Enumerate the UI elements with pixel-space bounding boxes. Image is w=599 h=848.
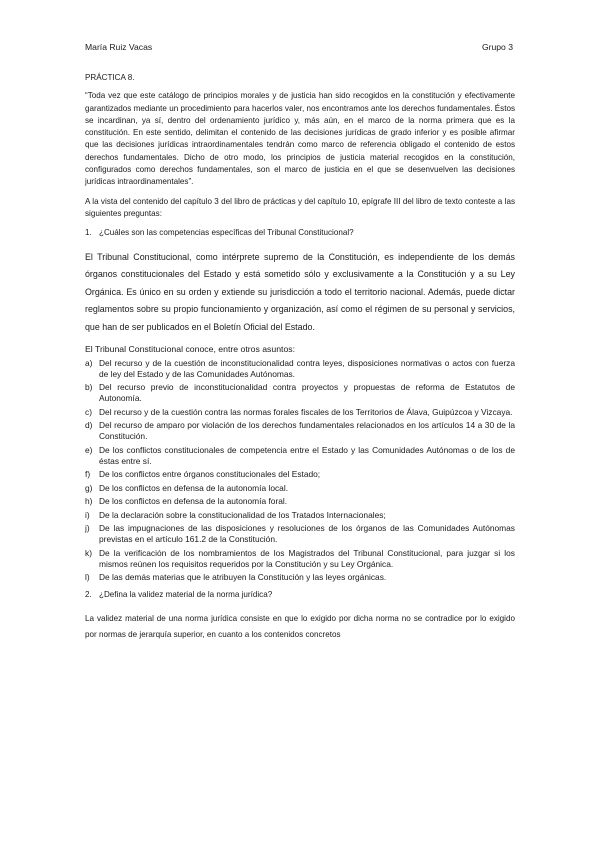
question-1: [85, 227, 515, 239]
list-item: [85, 496, 515, 507]
question-1-text: ¿Cuáles son las competencias específicas del Tribunal Constitucional?: [99, 228, 354, 238]
list-item-text: De la verificación de los nombramientos de los Magistrados del Tribunal Constitucional, para juzgar si los mismos reúnen los requisitos requeridos por la Constitución y su Ley Orgánica.: [99, 547, 515, 569]
practice-title: PRÁCTICA 8.: [85, 73, 135, 82]
list-item: [85, 382, 515, 404]
list-item-text: De las demás materias que le atribuyen la Constitución y las leyes orgánicas.: [99, 572, 387, 583]
list-item: [85, 483, 515, 494]
list-item-text: Del recurso de amparo por violación de los derechos fundamentales relacionados en los artículos 14 a 30 de la Constitución.: [99, 420, 515, 442]
list-item-letter: b): [85, 382, 93, 393]
list-item-text: De los conflictos entre órganos constitucionales del Estado;: [99, 469, 321, 480]
list-item-letter: i): [85, 509, 90, 520]
author-name: María Ruiz Vacas: [85, 42, 153, 52]
answer-2-paragraph: La validez material de una norma jurídica consiste en que lo exigido por dicha norma no se contradice por lo exigido por normas de jerarquía superior, en cuanto a los contenidos concretos: [85, 613, 515, 639]
list-item-letter: f): [85, 469, 91, 480]
answer-1-paragraph: El Tribunal Constitucional, como intérprete supremo de la Constitución, es independiente de los demás órganos constitucionales del Estado y está sometido sólo y exclusivamente a la Constitución y a su Ley Orgánica. Es único en su orden y extiende su jurisdicción a todo el territorio nacional. Además, puede dictar reglamentos sobre su propio funcionamiento y organización, así como el régimen de su personal y servicios, que han de ser publicados en el Boletín Oficial del Estado.: [85, 251, 515, 332]
group-label: Grupo 3: [481, 42, 513, 52]
competencies-list: [85, 358, 515, 584]
list-item: [85, 469, 515, 480]
competencies-lead: El Tribunal Constitucional conoce, entre otros asuntos:: [85, 343, 296, 354]
list-item-letter: h): [85, 496, 93, 507]
list-item-text: De los conflictos en defensa de la autonomía foral.: [99, 496, 288, 507]
list-item-text: Del recurso previo de inconstitucionalidad contra proyectos y propuestas de reforma de Estatutos de Autonomía.: [99, 382, 515, 404]
quote-paragraph: “Toda vez que este catálogo de principios morales y de justicia han sido recogidos en la constitución y efectivamente garantizados mediante un procedimiento para hacerlos valer, nos encontramos ante los derechos fundamentales. Éstos se incardinan, ya sí, dentro del ordenamiento jurídico y, más aún, en el marco de la norma primera que es la constitución. En este sentido, delimitan el contenido de las decisiones jurídicas de grado inferior y es posible afirmar que las decisiones jurídicas intraordinamentales tendrán como marco de referencia obligado el contenido de estos derechos fundamentales. Dicho de otro modo, los principios de justicia material recogidos en la constitución, configurados como derechos fundamentales, son el marco de justicia en el que se desenvuelven las decisiones jurídicas intraordinamentales”.: [85, 91, 515, 187]
question-1-number: 1.: [85, 228, 92, 238]
list-item: [85, 548, 515, 570]
list-item-letter: c): [85, 406, 92, 417]
question-2-number: 2.: [85, 590, 92, 600]
document-body: [85, 72, 515, 643]
list-item: [85, 510, 515, 521]
list-item-letter: d): [85, 420, 93, 431]
list-item-text: Del recurso y de la cuestión de inconstitucionalidad contra leyes, disposiciones normativas o actos con fuerza de ley del Estado y de las Comunidades Autónomas.: [99, 357, 515, 379]
question-2: [85, 589, 515, 601]
list-item-text: De la declaración sobre la constitucionalidad de los Tratados Internacionales;: [99, 509, 386, 520]
list-item-text: De los conflictos en defensa de la autonomía local.: [99, 482, 289, 493]
list-item: [85, 420, 515, 442]
list-item: [85, 572, 515, 583]
list-item-text: De los conflictos constitucionales de competencia entre el Estado y las Comunidades Autónomas o de los de éstas entre sí.: [99, 444, 515, 466]
list-item: [85, 407, 515, 418]
list-item-letter: a): [85, 357, 93, 368]
list-item: [85, 523, 515, 545]
list-item: [85, 445, 515, 467]
list-item-letter: k): [85, 547, 92, 558]
question-2-text: ¿Defina la validez material de la norma jurídica?: [99, 590, 273, 600]
list-item-letter: g): [85, 482, 93, 493]
list-item-letter: j): [85, 523, 90, 534]
list-item-letter: l): [85, 572, 90, 583]
list-item: [85, 358, 515, 380]
intro-paragraph: A la vista del contenido del capítulo 3 del libro de prácticas y del capítulo 10, epígrafe III del libro de texto conteste a las siguientes preguntas:: [85, 196, 515, 218]
list-item-text: De las impugnaciones de las disposiciones y resoluciones de los órganos de las Comunidades Autónomas previstas en el artículo 161.2 de la Constitución.: [99, 523, 515, 545]
list-item-letter: e): [85, 444, 93, 455]
list-item-text: Del recurso y de la cuestión contra las normas forales fiscales de los Territorios de Álava, Guipúzcoa y Vizcaya.: [99, 406, 513, 417]
